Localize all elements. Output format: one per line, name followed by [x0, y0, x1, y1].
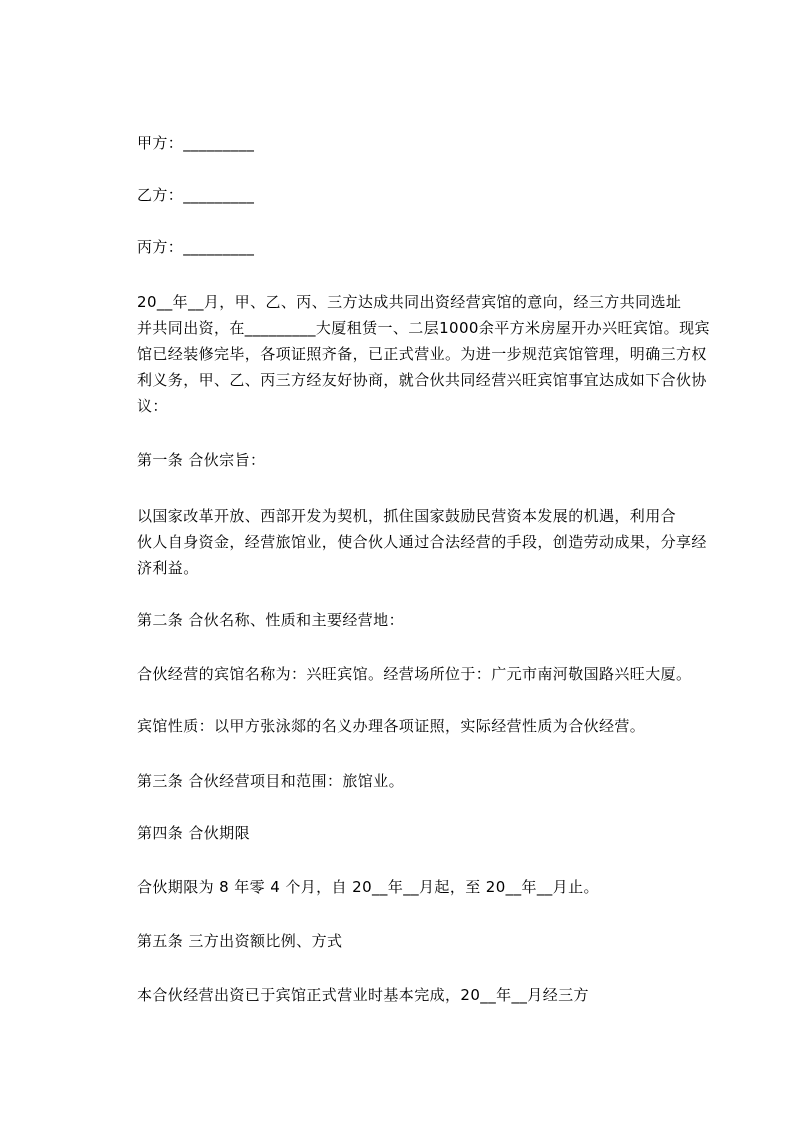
party-b-line: 乙方：_________ [137, 186, 255, 204]
article-1-title: 第一条 合伙宗旨： [137, 451, 266, 469]
intro-line-5: 议： [137, 397, 168, 415]
intro-line-1: 20__年__月，甲、乙、丙、三方达成共同出资经营宾馆的意向，经三方共同选址 [137, 293, 682, 311]
article-2-name-line: 合伙经营的宾馆名称为：兴旺宾馆。经营场所位于：广元市南河敬国路兴旺大厦。 [137, 665, 692, 683]
article-5-line-1: 本合伙经营出资已于宾馆正式营业时基本完成，20__年__月经三方 [137, 986, 589, 1004]
party-c-line: 丙方：_________ [137, 238, 255, 256]
intro-line-3: 馆已经装修完毕，各项证照齐备，已正式营业。为进一步规范宾馆管理，明确三方权 [137, 345, 707, 363]
article-1-line-3: 济利益。 [137, 559, 199, 577]
article-2-nature-line: 宾馆性质：以甲方张泳郯的名义办理各项证照，实际经营性质为合伙经营。 [137, 717, 646, 735]
intro-line-4: 利义务，甲、乙、丙三方经友好协商，就合伙共同经营兴旺宾馆事宜达成如下合伙协 [137, 371, 707, 389]
article-5-title: 第五条 三方出资额比例、方式 [137, 932, 343, 950]
article-1-line-1: 以国家改革开放、西部开发为契机，抓住国家鼓励民营资本发展的机遇，利用合 [137, 507, 677, 525]
article-4-title: 第四条 合伙期限 [137, 824, 250, 842]
article-4-line-1: 合伙期限为 8 年零 4 个月，自 20__年__月起，至 20__年__月止。 [137, 878, 599, 896]
intro-line-2: 并共同出资，在_________大厦租赁一、二层1000余平方米房屋开办兴旺宾馆。现宾 [137, 319, 710, 337]
article-1-line-2: 伙人自身资金，经营旅馆业，使合伙人通过合法经营的手段，创造劳动成果，分享经 [137, 533, 707, 551]
article-2-title: 第二条 合伙名称、性质和主要经营地： [137, 611, 404, 629]
party-a-line: 甲方：_________ [137, 134, 255, 152]
article-3-title: 第三条 合伙经营项目和范围：旅馆业。 [137, 772, 404, 790]
